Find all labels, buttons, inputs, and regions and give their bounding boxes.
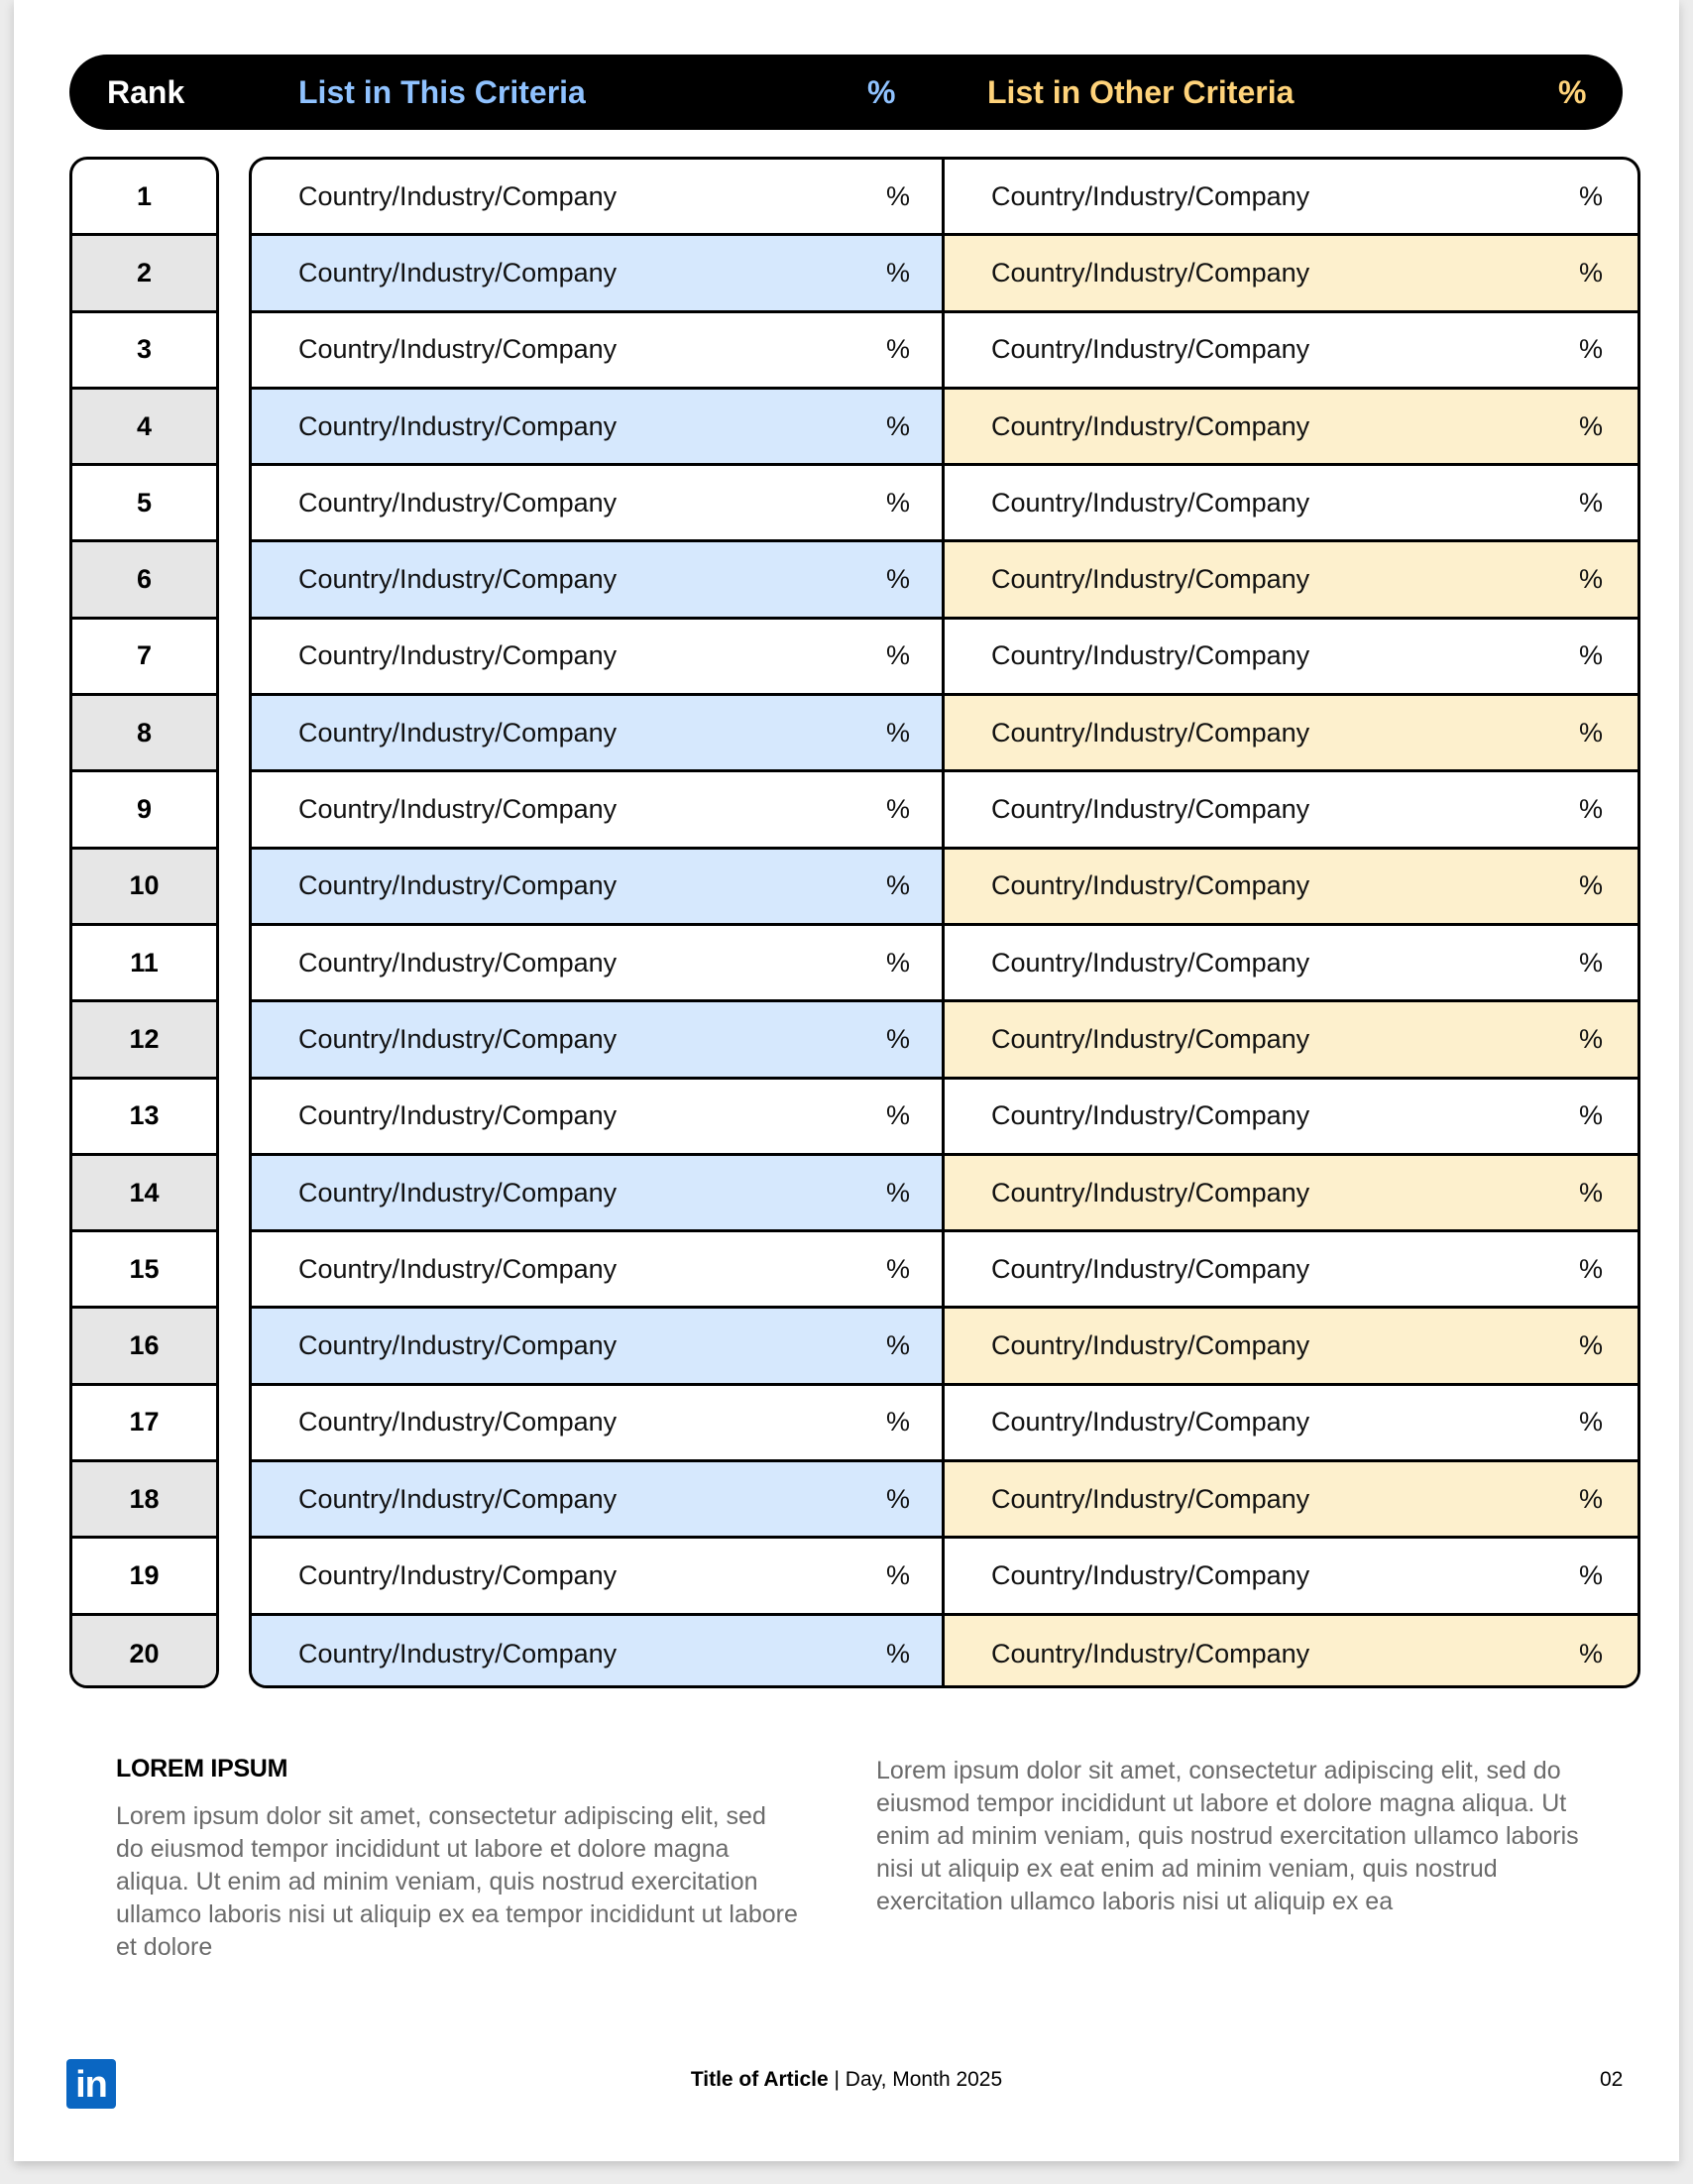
rank-cell: 13 [72, 1080, 216, 1156]
table-row [252, 1080, 1637, 1156]
notes-left-paragraph: Lorem ipsum dolor sit amet, consectetur adipiscing elit, sed do eiusmod tempor incididunt ut labore et dolore magna aliqua. Ut enim ad minim veniam, quis nostrud exercitation ullamco laboris nisi ut aliquip ex ea tempor incididunt ut labore et dolore [116, 1802, 798, 1961]
rank-cell: 4 [72, 390, 216, 466]
table-row [252, 1616, 1637, 1688]
this-criteria-percent: % [886, 1023, 911, 1054]
rank-cell: 9 [72, 772, 216, 849]
this-criteria-percent: % [886, 564, 911, 595]
other-criteria-cell [945, 1156, 1637, 1229]
table-row [252, 620, 1637, 696]
table-header-bar [69, 55, 1623, 130]
this-criteria-cell [252, 1616, 945, 1688]
ranking-table [249, 157, 1640, 1688]
this-criteria-cell [252, 390, 945, 463]
other-criteria-entry: Country/Industry/Company [991, 794, 1310, 825]
other-criteria-entry: Country/Industry/Company [991, 1483, 1310, 1514]
rank-cell: 1 [72, 160, 216, 236]
this-criteria-percent: % [886, 180, 911, 211]
this-criteria-cell [252, 1462, 945, 1536]
this-criteria-cell [252, 542, 945, 616]
this-criteria-percent: % [886, 640, 911, 671]
other-criteria-entry: Country/Industry/Company [991, 257, 1310, 287]
table-row [252, 772, 1637, 849]
this-criteria-entry: Country/Industry/Company [298, 334, 618, 365]
this-criteria-percent: % [886, 410, 911, 441]
rank-cell: 18 [72, 1462, 216, 1539]
footer-separator: | [828, 2068, 846, 2091]
page-number: 02 [1600, 2068, 1624, 2091]
rank-cell: 8 [72, 696, 216, 772]
rank-cell: 19 [72, 1539, 216, 1615]
rank-cell: 6 [72, 542, 216, 619]
other-criteria-cell [945, 542, 1637, 616]
this-criteria-cell [252, 850, 945, 923]
this-criteria-percent: % [886, 487, 911, 517]
other-criteria-entry: Country/Industry/Company [991, 640, 1310, 671]
other-criteria-entry: Country/Industry/Company [991, 947, 1310, 977]
other-criteria-entry: Country/Industry/Company [991, 180, 1310, 211]
table-row [252, 1002, 1637, 1079]
other-criteria-cell [945, 160, 1637, 233]
other-criteria-percent: % [1579, 1253, 1604, 1284]
other-criteria-percent: % [1579, 334, 1604, 365]
other-criteria-percent: % [1579, 1638, 1604, 1668]
rank-cell: 20 [72, 1616, 216, 1688]
rank-cell: 11 [72, 926, 216, 1002]
other-criteria-entry: Country/Industry/Company [991, 1177, 1310, 1207]
table-row [252, 1232, 1637, 1309]
this-criteria-entry: Country/Industry/Company [298, 1407, 618, 1437]
this-criteria-cell [252, 620, 945, 693]
other-criteria-percent: % [1579, 870, 1604, 901]
this-criteria-percent-header: % [867, 74, 896, 110]
other-criteria-percent: % [1579, 1407, 1604, 1437]
other-criteria-percent: % [1579, 1559, 1604, 1590]
other-criteria-entry: Country/Industry/Company [991, 1253, 1310, 1284]
table-row [252, 1156, 1637, 1232]
rank-cell: 7 [72, 620, 216, 696]
other-criteria-entry: Country/Industry/Company [991, 564, 1310, 595]
this-criteria-percent: % [886, 257, 911, 287]
rank-cell: 10 [72, 850, 216, 926]
this-criteria-percent: % [886, 334, 911, 365]
other-criteria-entry: Country/Industry/Company [991, 1559, 1310, 1590]
this-criteria-entry: Country/Industry/Company [298, 794, 618, 825]
this-criteria-cell [252, 926, 945, 999]
this-criteria-entry: Country/Industry/Company [298, 1100, 618, 1131]
other-criteria-cell [945, 313, 1637, 387]
this-criteria-percent: % [886, 717, 911, 747]
this-criteria-cell [252, 1002, 945, 1076]
this-criteria-cell [252, 1539, 945, 1612]
rank-cell: 14 [72, 1156, 216, 1232]
rank-column [69, 157, 219, 1688]
this-criteria-percent: % [886, 947, 911, 977]
rank-cell: 2 [72, 236, 216, 312]
notes-title: LOREM IPSUM [116, 1755, 288, 1782]
rank-cell: 3 [72, 313, 216, 390]
table-row [252, 390, 1637, 466]
notes-right-paragraph: Lorem ipsum dolor sit amet, consectetur adipiscing elit, sed do eiusmod tempor incididunt ut labore et dolore magna aliqua. Ut enim ad minim veniam, quis nostrud exercitation ullamco laboris nisi ut aliquip ex eat enim ad minim veniam, quis nostrud exercitation ullamco laboris nisi ut aliquip ex ea [876, 1757, 1579, 1915]
this-criteria-percent: % [886, 1177, 911, 1207]
table-row [252, 1539, 1637, 1615]
other-criteria-cell [945, 1462, 1637, 1536]
this-criteria-entry: Country/Industry/Company [298, 1330, 618, 1361]
other-criteria-percent: % [1579, 257, 1604, 287]
this-criteria-entry: Country/Industry/Company [298, 257, 618, 287]
other-criteria-percent: % [1579, 794, 1604, 825]
rank-cell: 15 [72, 1232, 216, 1309]
other-criteria-cell [945, 620, 1637, 693]
this-criteria-header: List in This Criteria [298, 74, 586, 110]
this-criteria-entry: Country/Industry/Company [298, 717, 618, 747]
rank-header: Rank [107, 74, 185, 110]
this-criteria-percent: % [886, 1407, 911, 1437]
table-row [252, 160, 1637, 236]
other-criteria-entry: Country/Industry/Company [991, 487, 1310, 517]
other-criteria-cell [945, 1386, 1637, 1459]
other-criteria-entry: Country/Industry/Company [991, 1330, 1310, 1361]
this-criteria-cell [252, 1232, 945, 1306]
other-criteria-percent-header: % [1558, 74, 1587, 110]
this-criteria-entry: Country/Industry/Company [298, 640, 618, 671]
article-title: Title of Article [690, 2068, 829, 2091]
article-date: Day, Month 2025 [845, 2068, 1003, 2091]
this-criteria-cell [252, 313, 945, 387]
rank-cell: 17 [72, 1386, 216, 1462]
this-criteria-cell [252, 696, 945, 769]
other-criteria-cell [945, 772, 1637, 846]
this-criteria-entry: Country/Industry/Company [298, 1253, 618, 1284]
rank-cell: 12 [72, 1002, 216, 1079]
footer-article-info [14, 2068, 1679, 2092]
other-criteria-percent: % [1579, 487, 1604, 517]
rank-cell: 16 [72, 1309, 216, 1385]
other-criteria-cell [945, 696, 1637, 769]
other-criteria-entry: Country/Industry/Company [991, 717, 1310, 747]
this-criteria-entry: Country/Industry/Company [298, 410, 618, 441]
other-criteria-entry: Country/Industry/Company [991, 870, 1310, 901]
this-criteria-cell [252, 1156, 945, 1229]
this-criteria-percent: % [886, 870, 911, 901]
table-row [252, 313, 1637, 390]
document-page [14, 0, 1679, 2161]
this-criteria-percent: % [886, 1100, 911, 1131]
this-criteria-percent: % [886, 1559, 911, 1590]
other-criteria-cell [945, 1002, 1637, 1076]
table-row [252, 466, 1637, 542]
this-criteria-cell [252, 466, 945, 539]
this-criteria-cell [252, 160, 945, 233]
this-criteria-percent: % [886, 1330, 911, 1361]
other-criteria-percent: % [1579, 180, 1604, 211]
other-criteria-entry: Country/Industry/Company [991, 1638, 1310, 1668]
other-criteria-percent: % [1579, 1330, 1604, 1361]
other-criteria-cell [945, 390, 1637, 463]
this-criteria-entry: Country/Industry/Company [298, 1559, 618, 1590]
this-criteria-cell [252, 236, 945, 309]
table-row [252, 926, 1637, 1002]
other-criteria-entry: Country/Industry/Company [991, 1407, 1310, 1437]
other-criteria-percent: % [1579, 1100, 1604, 1131]
other-criteria-cell [945, 926, 1637, 999]
other-criteria-percent: % [1579, 1177, 1604, 1207]
other-criteria-percent: % [1579, 947, 1604, 977]
table-row [252, 850, 1637, 926]
this-criteria-entry: Country/Industry/Company [298, 1023, 618, 1054]
this-criteria-percent: % [886, 794, 911, 825]
other-criteria-entry: Country/Industry/Company [991, 334, 1310, 365]
other-criteria-cell [945, 850, 1637, 923]
other-criteria-entry: Country/Industry/Company [991, 1023, 1310, 1054]
this-criteria-entry: Country/Industry/Company [298, 564, 618, 595]
other-criteria-cell [945, 236, 1637, 309]
other-criteria-cell [945, 466, 1637, 539]
other-criteria-percent: % [1579, 1023, 1604, 1054]
linkedin-logo-icon: in [66, 2059, 116, 2109]
this-criteria-cell [252, 1309, 945, 1382]
this-criteria-percent: % [886, 1483, 911, 1514]
this-criteria-cell [252, 1080, 945, 1153]
this-criteria-entry: Country/Industry/Company [298, 487, 618, 517]
this-criteria-entry: Country/Industry/Company [298, 180, 618, 211]
this-criteria-entry: Country/Industry/Company [298, 870, 618, 901]
table-row [252, 1462, 1637, 1539]
this-criteria-entry: Country/Industry/Company [298, 1638, 618, 1668]
this-criteria-percent: % [886, 1638, 911, 1668]
other-criteria-cell [945, 1080, 1637, 1153]
other-criteria-percent: % [1579, 717, 1604, 747]
this-criteria-cell [252, 1386, 945, 1459]
other-criteria-cell [945, 1232, 1637, 1306]
other-criteria-header: List in Other Criteria [987, 74, 1295, 110]
table-row [252, 236, 1637, 312]
other-criteria-cell [945, 1309, 1637, 1382]
this-criteria-entry: Country/Industry/Company [298, 947, 618, 977]
other-criteria-percent: % [1579, 640, 1604, 671]
this-criteria-cell [252, 772, 945, 846]
other-criteria-entry: Country/Industry/Company [991, 1100, 1310, 1131]
table-row [252, 696, 1637, 772]
table-row [252, 542, 1637, 619]
other-criteria-percent: % [1579, 1483, 1604, 1514]
this-criteria-percent: % [886, 1253, 911, 1284]
other-criteria-cell [945, 1616, 1637, 1688]
rank-cell: 5 [72, 466, 216, 542]
other-criteria-percent: % [1579, 564, 1604, 595]
this-criteria-entry: Country/Industry/Company [298, 1483, 618, 1514]
other-criteria-entry: Country/Industry/Company [991, 410, 1310, 441]
this-criteria-entry: Country/Industry/Company [298, 1177, 618, 1207]
table-row [252, 1309, 1637, 1385]
other-criteria-cell [945, 1539, 1637, 1612]
other-criteria-percent: % [1579, 410, 1604, 441]
table-row [252, 1386, 1637, 1462]
